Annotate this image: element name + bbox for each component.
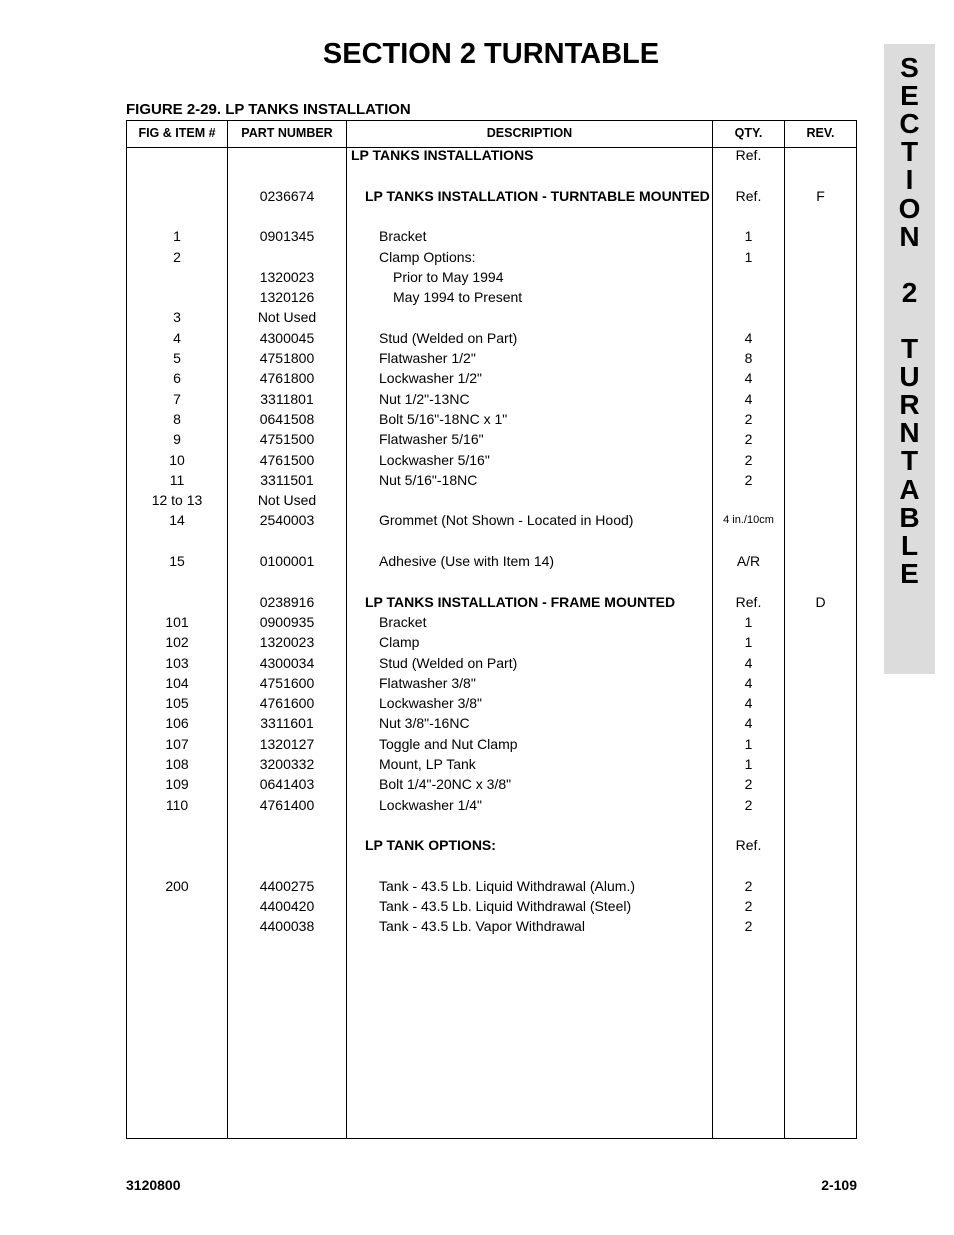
side-tab-letter: B [899, 501, 920, 533]
description-cell: Lockwasher 5/16" [379, 451, 490, 468]
table-row [127, 328, 856, 348]
table-row [127, 490, 856, 510]
side-tab-letter: T [900, 333, 919, 364]
table-row [127, 734, 856, 754]
part-number-cell: 4300045 [259, 329, 315, 346]
part-number-cell: 1320126 [259, 289, 315, 306]
part-number-cell: 4400420 [259, 898, 315, 915]
table-row [127, 409, 856, 429]
qty-cell: 1 [744, 613, 753, 630]
part-number-cell: 4751600 [259, 674, 315, 691]
part-number-cell: 1320023 [259, 268, 315, 285]
table-row [127, 186, 856, 206]
part-number-cell: 4761600 [259, 695, 315, 712]
side-tab-letter: O [898, 192, 921, 224]
description-cell: May 1994 to Present [393, 289, 523, 306]
qty-cell: 4 [744, 370, 753, 387]
side-tab-letter: C [899, 108, 920, 140]
description-cell: Nut 5/16"-18NC [379, 471, 478, 488]
fig-item-cell: 103 [165, 654, 189, 671]
part-number-cell: 0901345 [259, 228, 315, 245]
description-cell: Bracket [379, 228, 427, 245]
fig-item-cell: 11 [169, 471, 185, 488]
table-row [127, 795, 856, 815]
qty-cell: 1 [744, 634, 753, 651]
document-number: 3120800 [126, 1177, 181, 1193]
part-number-cell: 0641508 [259, 410, 315, 427]
side-tab-letter: T [900, 136, 919, 168]
side-tab-letter: E [900, 80, 919, 112]
description-cell: LP TANKS INSTALLATIONS [351, 147, 534, 163]
side-tab-letter: I [905, 164, 914, 196]
fig-item-cell: 9 [173, 431, 181, 448]
table-row [127, 287, 856, 307]
description-cell: Prior to May 1994 [393, 268, 504, 285]
part-number-cell: 3200332 [259, 756, 315, 772]
part-number-cell: 3311801 [260, 390, 314, 407]
description-cell: Mount, LP Tank [379, 756, 476, 772]
rev-cell: D [815, 593, 826, 610]
fig-item-cell: 15 [169, 553, 185, 569]
qty-cell: Ref. [735, 593, 762, 610]
qty-cell: 4 in./10cm [723, 514, 774, 527]
side-tab-letter: N [899, 220, 920, 252]
col-header-part-number: PART NUMBER [241, 126, 333, 140]
description-cell: Stud (Welded on Part) [379, 654, 518, 671]
side-tab-letter: 2 [901, 276, 918, 308]
table-row [127, 754, 856, 774]
table-row [127, 247, 856, 267]
table-row [127, 368, 856, 388]
part-number-cell: Not Used [257, 492, 317, 509]
table-row [127, 774, 856, 794]
table-row [127, 226, 856, 246]
table-row [127, 916, 856, 936]
fig-item-cell: 6 [173, 370, 181, 387]
part-number-cell: 2540003 [259, 512, 315, 529]
part-number-cell: 4300034 [259, 654, 315, 671]
fig-item-cell: 10 [169, 451, 185, 468]
description-cell: Bolt 5/16"-18NC x 1" [379, 410, 508, 427]
qty-cell: 2 [744, 776, 753, 793]
table-row [127, 592, 856, 612]
fig-item-cell: 102 [165, 634, 189, 651]
part-number-cell: 4751500 [259, 431, 315, 448]
table-row [127, 835, 856, 855]
table-row [127, 693, 856, 713]
part-number-cell: 4761400 [259, 796, 315, 813]
table-row [127, 267, 856, 287]
qty-cell: 2 [744, 918, 753, 935]
fig-item-cell: 5 [173, 350, 181, 366]
table-row [127, 653, 856, 673]
table-row [127, 876, 856, 896]
part-number-cell: 1320023 [259, 634, 315, 651]
rev-cell: F [816, 187, 825, 204]
qty-cell: 1 [744, 228, 753, 245]
table-row [127, 510, 856, 530]
part-number-cell: 0238916 [259, 593, 315, 610]
description-cell: LP TANK OPTIONS: [365, 837, 496, 854]
part-number-cell: 4400275 [259, 877, 315, 894]
table-row [127, 348, 856, 368]
description-cell: Flatwasher 5/16" [379, 431, 484, 448]
fig-item-cell: 110 [165, 796, 189, 813]
part-number-cell: Not Used [257, 309, 317, 326]
description-cell: Stud (Welded on Part) [379, 329, 518, 346]
description-cell: Nut 3/8"-16NC [379, 715, 470, 732]
part-number-cell: 4761500 [259, 451, 315, 468]
figure-title: FIGURE 2-29. LP TANKS INSTALLATION [126, 101, 411, 118]
parts-table [126, 120, 857, 1139]
page-number: 2-109 [821, 1177, 857, 1193]
table-row [127, 307, 856, 327]
fig-item-cell: 8 [173, 410, 181, 427]
description-cell: Clamp Options: [379, 248, 476, 265]
part-number-cell: 3311601 [260, 715, 314, 732]
col-header-rev: REV. [806, 126, 835, 140]
table-row [127, 632, 856, 652]
description-cell: Flatwasher 1/2" [379, 350, 476, 366]
side-tab-letter: L [900, 529, 919, 561]
side-tab-letter: N [899, 417, 920, 449]
table-row [127, 429, 856, 449]
description-cell: Clamp [379, 634, 420, 651]
side-tab-letter: S [900, 52, 919, 83]
qty-cell: 4 [744, 390, 753, 407]
description-cell: Tank - 43.5 Lb. Liquid Withdrawal (Steel) [379, 898, 632, 915]
description-cell: Toggle and Nut Clamp [379, 735, 518, 752]
part-number-cell: 0641403 [259, 776, 315, 793]
fig-item-cell: 109 [165, 776, 189, 793]
qty-cell: 2 [744, 431, 753, 448]
fig-item-cell: 3 [173, 309, 181, 326]
table-row [127, 470, 856, 490]
qty-cell: 2 [744, 410, 753, 427]
qty-cell: 2 [744, 471, 753, 488]
col-header-description: DESCRIPTION [486, 126, 573, 140]
page-title: SECTION 2 TURNTABLE [322, 38, 660, 70]
section-side-tab [884, 44, 935, 674]
qty-cell: 4 [744, 715, 753, 732]
description-cell: Flatwasher 3/8" [379, 674, 476, 691]
fig-item-cell: 2 [173, 248, 181, 265]
table-row [127, 551, 856, 571]
qty-cell: 4 [744, 654, 753, 671]
part-number-cell: 0100001 [259, 553, 315, 569]
fig-item-cell: 12 to 13 [151, 492, 203, 509]
fig-item-cell: 200 [165, 877, 189, 894]
qty-cell: Ref. [735, 187, 762, 204]
description-cell: Nut 1/2"-13NC [379, 390, 470, 407]
part-number-cell: 0900935 [259, 613, 315, 630]
description-cell: Grommet (Not Shown - Located in Hood) [379, 512, 634, 529]
side-tab-letter: R [899, 389, 920, 421]
description-cell: Adhesive (Use with Item 14) [379, 553, 555, 569]
fig-item-cell: 105 [165, 695, 189, 712]
side-tab-letter: E [900, 557, 919, 589]
part-number-cell: 4761800 [259, 370, 315, 387]
qty-cell: 2 [744, 898, 753, 915]
table-row [127, 896, 856, 916]
qty-cell: 4 [744, 695, 753, 712]
description-cell: Bolt 1/4"-20NC x 3/8" [379, 776, 512, 793]
part-number-cell: 4751800 [259, 350, 315, 366]
fig-item-cell: 1 [173, 228, 181, 245]
table-row [127, 389, 856, 409]
side-tab-letter: U [899, 361, 920, 393]
qty-cell: 4 [744, 674, 753, 691]
qty-cell: A/R [736, 553, 761, 569]
description-cell: Bracket [379, 613, 427, 630]
qty-cell: Ref. [735, 837, 762, 854]
table-row [127, 145, 856, 165]
qty-cell: 2 [744, 877, 753, 894]
fig-item-cell: 104 [165, 674, 189, 691]
description-cell: Lockwasher 3/8" [379, 695, 483, 712]
side-tab-letter: A [899, 473, 920, 505]
description-cell: LP TANKS INSTALLATION - FRAME MOUNTED [365, 593, 676, 610]
fig-item-cell: 108 [165, 756, 189, 772]
qty-cell: 1 [744, 756, 753, 772]
qty-cell: 8 [744, 350, 753, 366]
fig-item-cell: 14 [169, 512, 185, 529]
qty-cell: 1 [744, 248, 753, 265]
col-header-fig-item: FIG & ITEM # [138, 126, 216, 140]
description-cell: Lockwasher 1/4" [379, 796, 483, 813]
qty-cell: 1 [744, 735, 753, 752]
description-cell: LP TANKS INSTALLATION - TURNTABLE MOUNTED [365, 187, 710, 204]
qty-cell: 2 [744, 796, 753, 813]
part-number-cell: 0236674 [259, 187, 315, 204]
qty-cell: 2 [744, 451, 753, 468]
table-row [127, 450, 856, 470]
part-number-cell: 3311501 [260, 471, 314, 488]
description-cell: Tank - 43.5 Lb. Liquid Withdrawal (Alum.) [379, 877, 635, 894]
table-row [127, 713, 856, 733]
side-tab-letter: T [900, 445, 919, 477]
description-cell: Tank - 43.5 Lb. Vapor Withdrawal [379, 918, 585, 935]
fig-item-cell: 4 [173, 329, 181, 346]
part-number-cell: 4400038 [259, 918, 315, 935]
fig-item-cell: 107 [165, 735, 189, 752]
part-number-cell: 1320127 [259, 735, 315, 752]
table-row [127, 673, 856, 693]
qty-cell: Ref. [735, 147, 762, 163]
fig-item-cell: 7 [173, 390, 181, 407]
description-cell: Lockwasher 1/2" [379, 370, 483, 387]
qty-cell: 4 [744, 329, 753, 346]
col-header-qty: QTY. [734, 126, 763, 140]
table-row [127, 612, 856, 632]
table-header [127, 121, 856, 148]
fig-item-cell: 106 [165, 715, 189, 732]
fig-item-cell: 101 [165, 613, 189, 630]
